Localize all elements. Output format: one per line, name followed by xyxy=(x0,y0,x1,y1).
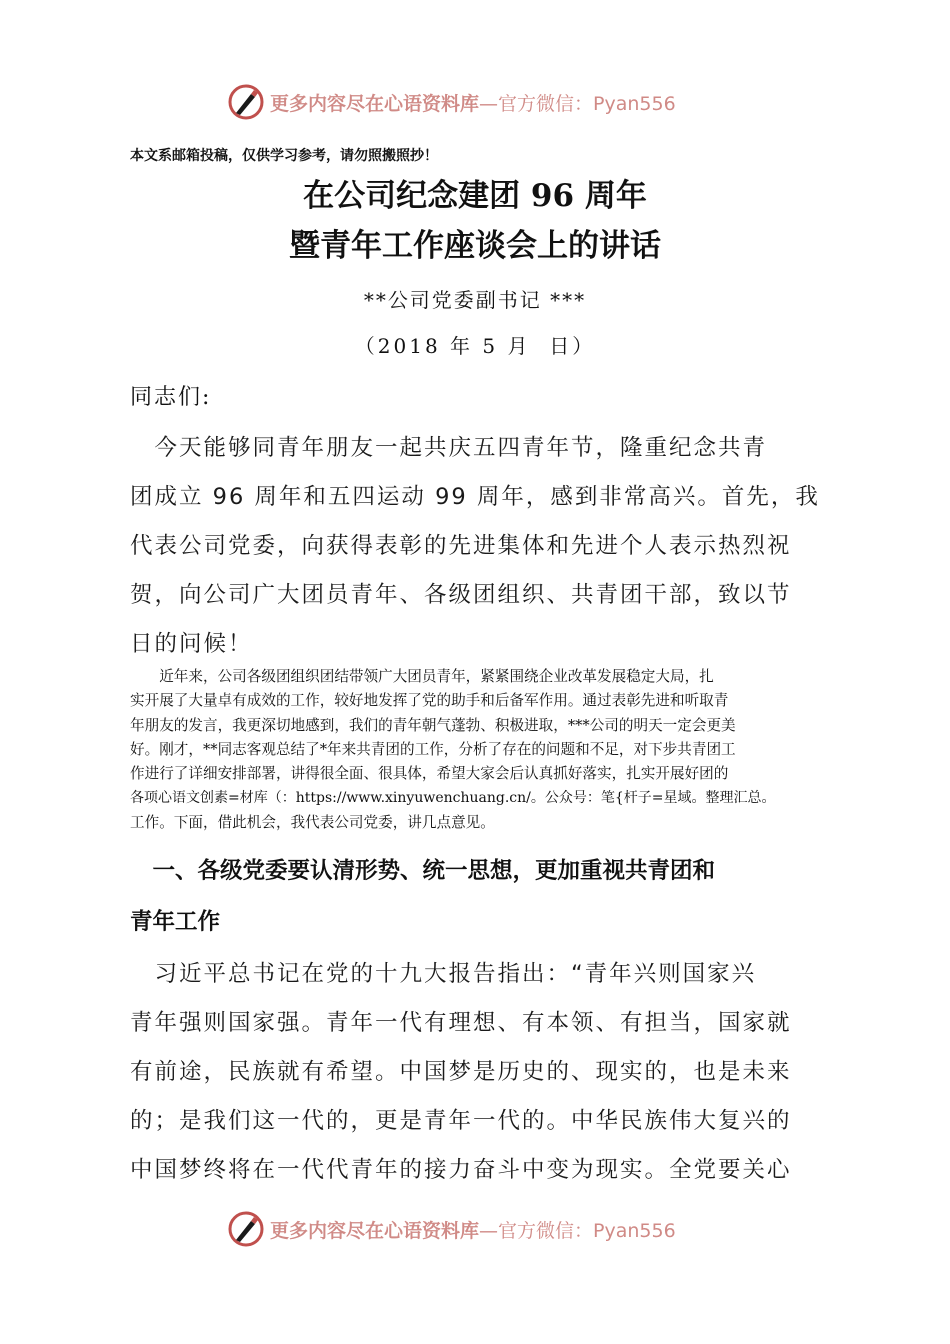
text-line: 团成立 96 周年和五四运动 99 周年，感到非常高兴。首先，我 xyxy=(130,484,820,510)
banner-lead-text: 更多内容尽在心语资料库 xyxy=(270,1219,480,1242)
submission-notice: 本文系邮箱投稿，仅供学习参考，请勿照搬照抄！ xyxy=(130,148,438,164)
heading-line: 一、各级党委要认清形势、统一思想，更加重视共青团和 xyxy=(130,858,716,884)
text-line: 青年强则国家强。青年一代有理想、有本领、有担当，国家就 xyxy=(130,1010,792,1036)
text-line: 各项心语文创素=材库（：https://www.xinyuwenchuang.cn/。公众号：笔{杆子=星域。整理汇总。 xyxy=(130,790,776,807)
author-line: **公司党委副书记 *** xyxy=(363,288,587,312)
banner-lead-text: 更多内容尽在心语资料库 xyxy=(270,92,480,115)
text-line: 今天能够同青年朋友一起共庆五四青年节，隆重纪念共青 xyxy=(130,435,768,461)
section-heading-1 xyxy=(130,846,820,948)
text-line: 实开展了大量卓有成效的工作，较好地发挥了党的助手和后备军作用。通过表彰先进和听取青 xyxy=(130,692,729,710)
banner-wechat-text: —官方微信：Pyan556 xyxy=(479,1219,676,1242)
text-line: 有前途，民族就有希望。中国梦是历史的、现实的，也是未来 xyxy=(130,1059,792,1085)
text-line: 作进行了详细安排部署，讲得很全面、很具体，希望大家会后认真抓好落实，扎实开展好团的 xyxy=(130,765,729,783)
text-line: 中国梦终将在一代代青年的接力奋斗中变为现实。全党要关心 xyxy=(130,1157,792,1183)
text-line: 好。刚才，**同志客观总结了*年来共青团的工作，分析了存在的问题和不足，对下步共青团工 xyxy=(130,740,736,758)
paragraph-section1 xyxy=(130,950,820,1195)
text-line: 年朋友的发言，我更深切地感到，我们的青年朝气蓬勃、积极进取，***公司的明天一定会更美 xyxy=(130,716,736,734)
paragraph-summary xyxy=(130,665,820,835)
top-banner[interactable] xyxy=(226,82,746,122)
salutation: 同志们: xyxy=(130,385,212,410)
text-line: 贺，向公司广大团员青年、各级团组织、共青团干部，致以节 xyxy=(130,582,792,608)
text-line: 习近平总书记在党的十九大报告指出：“青年兴则国家兴 xyxy=(130,961,757,987)
pen-logo-icon xyxy=(226,82,266,122)
heading-line: 青年工作 xyxy=(130,909,221,935)
document-title-line2: 暨青年工作座谈会上的讲话 xyxy=(289,228,661,264)
text-line: 日的问候！ xyxy=(130,631,253,657)
text-line: 的；是我们这一代的，更是青年一代的。中华民族伟大复兴的 xyxy=(130,1108,792,1134)
text-line: 代表公司党委，向获得表彰的先进集体和先进个人表示热烈祝 xyxy=(130,533,792,559)
banner-wechat-text: —官方微信：Pyan556 xyxy=(479,92,676,115)
text-line: 工作。下面，借此机会，我代表公司党委，讲几点意见。 xyxy=(130,813,495,831)
bottom-banner[interactable] xyxy=(226,1209,746,1249)
text-line: 近年来，公司各级团组织团结带领广大团员青年，紧紧围绕企业改革发展稳定大局，扎 xyxy=(130,668,714,685)
pen-logo-icon xyxy=(226,1209,266,1249)
paragraph-opening xyxy=(130,424,820,669)
date-line: （2018 年 5 月 日） xyxy=(354,334,596,358)
document-title-line1: 在公司纪念建团 96 周年 xyxy=(303,178,647,214)
